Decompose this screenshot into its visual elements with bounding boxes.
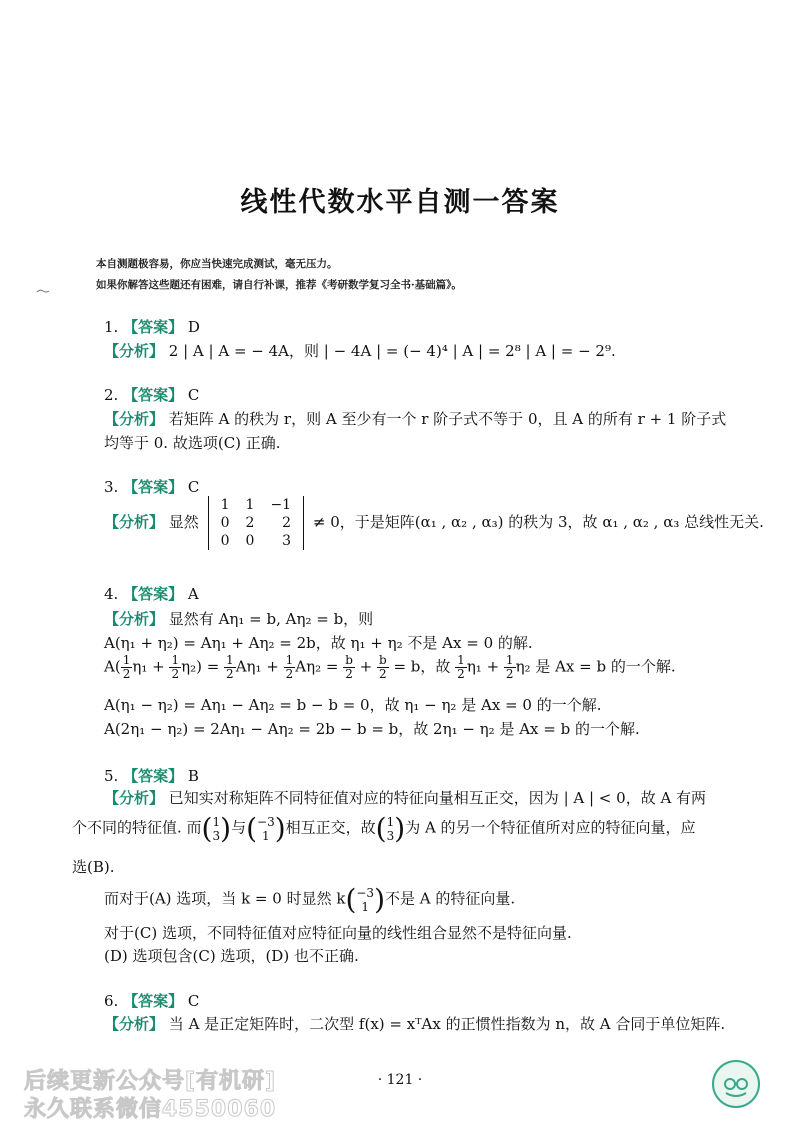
q6-answer: 6. 【答案】 C (104, 992, 200, 1010)
logo-icon (712, 1060, 760, 1108)
page-title: 线性代数水平自测一答案 (240, 187, 560, 218)
pen-mark (36, 288, 50, 294)
q6-analysis: 【分析】 当 A 是正定矩阵时，二次型 f(x) = xᵀAx 的正惯性指数为 n，故 A 合同于单位矩阵. (104, 1015, 726, 1033)
q1-answer: 1. 【答案】 D (104, 318, 200, 336)
q4-analysis-line1: 【分析】 显然有 Aη₁ = b, Aη₂ = b，则 (104, 610, 374, 628)
intro-note-1: 本自测题极容易，你应当快速完成测试，毫无压力。 (96, 258, 338, 270)
q2-answer: 2. 【答案】 C (104, 386, 200, 404)
q4-answer: 4. 【答案】 A (104, 585, 199, 603)
q4-line-2diff: A(2η₁ − η₂) = 2Aη₁ − Aη₂ = 2b − b = b，故 2η₁ − η₂ 是 Ax = b 的一个解. (104, 720, 640, 738)
q5-analysis-line3: 选(B). (72, 858, 115, 876)
q5-analysis-line6: (D) 选项包含(C) 选项，(D) 也不正确. (104, 947, 359, 965)
q3-answer: 3. 【答案】 C (104, 478, 200, 496)
page-number: · 121 · (377, 1072, 423, 1088)
q2-analysis-line1: 【分析】 若矩阵 A 的秩为 r，则 A 至少有一个 r 阶子式不等于 0，且 A 的所有 r + 1 阶子式 (104, 410, 727, 428)
q4-line-diff: A(η₁ − η₂) = Aη₁ − Aη₂ = b − b = 0，故 η₁ − η₂ 是 Ax = 0 的一个解. (104, 696, 602, 714)
q4-line-sum: A(η₁ + η₂) = Aη₁ + Aη₂ = 2b，故 η₁ + η₂ 不是 Ax = 0 的解. (104, 634, 533, 652)
watermark-line2: 永久联系微信4550060 (24, 1097, 277, 1122)
q5-analysis-line2: 个不同的特征值. 而( 1 3 )与( −3 1 )相互正交，故( 1 3 )为 A 的另一个特征值所对应的特征向量，应 (72, 812, 696, 845)
q5-analysis-line5: 对于(C) 选项，不同特征值对应特征向量的线性组合显然不是特征向量. (104, 924, 572, 942)
intro-note-2: 如果你解答这些题还有困难，请自行补课，推荐《考研数学复习全书·基础篇》。 (96, 279, 462, 291)
q2-analysis-line2: 均等于 0. 故选项(C) 正确. (104, 434, 281, 452)
q3-analysis: 【分析】 显然 1 1 −1 0 2 2 0 0 3 ≠ 0，于是矩阵(α₁ , α₂ , α₃) 的秩为 3，故 α₁ , α₂ , α₃ 总线性无关. (104, 497, 764, 549)
watermark-line1: 后续更新公众号[有机研] (24, 1069, 277, 1094)
q1-analysis: 【分析】 2 | A | A = − 4A，则 | − 4A | = (− 4)⁴ | A | = 2⁸ | A | = − 2⁹. (104, 342, 616, 360)
q4-line-half: A( $\frac{1}{2}$ η₁ + $\frac{1}{2}$ η₂) = $\frac{1}{2}$ Aη₁ + $\frac{1}{2}$ Aη₂ = $\frac{b}{2}$ + $\frac{b}{2}$ = b，故 $\frac{1}{2}$ η₁ + $\frac{1}{2}$ η₂ 是 Ax = b 的一个解. (104, 653, 676, 681)
q5-analysis-line4: 而对于(A) 选项，当 k = 0 时显然 k( −3 1 )不是 A 的特征向量. (104, 883, 516, 916)
q5-answer: 5. 【答案】 B (104, 767, 199, 785)
determinant: 1 1 −1 0 2 2 0 0 3 (208, 496, 304, 550)
q5-analysis-line1: 【分析】 已知实对称矩阵不同特征值对应的特征向量相互正交，因为 | A | < 0，故 A 有两 (104, 789, 707, 807)
